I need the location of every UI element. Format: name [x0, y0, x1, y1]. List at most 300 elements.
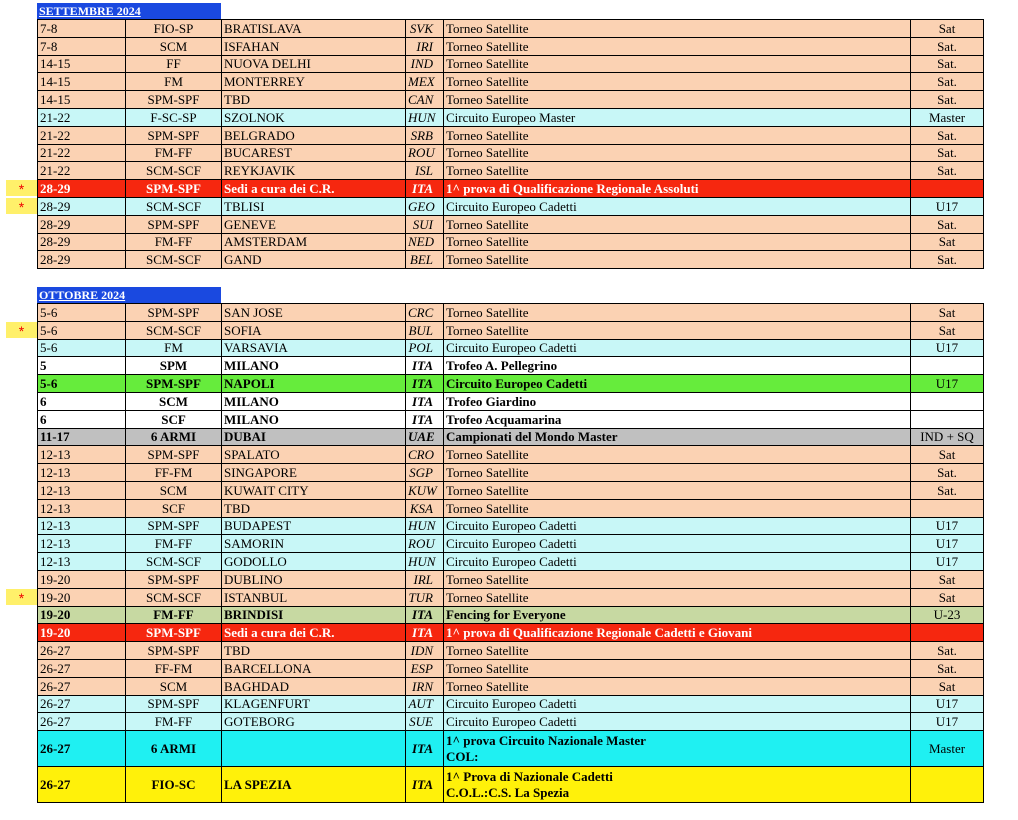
city-cell: TBD [222, 642, 406, 660]
table-row [38, 251, 984, 269]
section-header-settembre: SETTEMBRE 2024 [37, 3, 221, 19]
event-line: 1^ prova Circuito Nazionale Master [446, 732, 646, 748]
city-cell: KLAGENFURT [222, 695, 406, 713]
weapon-cell: FF-FM [126, 659, 222, 677]
weapon-cell: SCM-SCF [126, 162, 222, 180]
category-cell: U17 [911, 339, 984, 357]
category-cell: Sat. [911, 464, 984, 482]
date-cell: 5-6 [38, 321, 126, 339]
city-cell: GAND [222, 251, 406, 269]
table-row [38, 108, 984, 126]
city-cell: SPALATO [222, 446, 406, 464]
section-header-ottobre: OTTOBRE 2024 [37, 287, 221, 303]
city-cell: Sedi a cura dei C.R. [222, 180, 406, 198]
event-cell [444, 392, 911, 410]
event-line: Torneo Satellite [446, 322, 529, 338]
event-cell [444, 144, 911, 162]
nation-cell: ITA [406, 375, 444, 393]
event-cell [444, 695, 911, 713]
event-cell [444, 73, 911, 91]
date-cell: 19-20 [38, 570, 126, 588]
weapon-cell: SCM-SCF [126, 553, 222, 571]
event-cell [444, 767, 911, 803]
event-cell [444, 553, 911, 571]
event-line: COL: [446, 748, 479, 764]
table-row [38, 695, 984, 713]
date-cell: 19-20 [38, 624, 126, 642]
event-cell [444, 570, 911, 588]
event-cell [444, 410, 911, 428]
city-cell: BELGRADO [222, 126, 406, 144]
date-cell: 14-15 [38, 73, 126, 91]
event-line: Torneo Satellite [446, 56, 529, 72]
event-line: Torneo Satellite [446, 304, 529, 320]
category-cell: Sat. [911, 481, 984, 499]
nation-cell: UAE [406, 428, 444, 446]
event-cell [444, 713, 911, 731]
date-cell: 6 [38, 410, 126, 428]
city-cell: MILANO [222, 392, 406, 410]
city-cell: TBD [222, 499, 406, 517]
nation-cell: ITA [406, 180, 444, 198]
table-row [38, 321, 984, 339]
table-row [38, 659, 984, 677]
city-cell: MILANO [222, 357, 406, 375]
table-row [38, 197, 984, 215]
weapon-cell: SCF [126, 499, 222, 517]
event-line: Torneo Satellite [446, 447, 529, 463]
event-line: Torneo Satellite [446, 216, 529, 232]
city-cell: ISTANBUL [222, 588, 406, 606]
nation-cell: CRC [406, 304, 444, 322]
city-cell: LA SPEZIA [222, 767, 406, 803]
weapon-cell: SPM-SPF [126, 642, 222, 660]
date-cell: 11-17 [38, 428, 126, 446]
event-line: Torneo Satellite [446, 252, 529, 268]
category-cell: U17 [911, 695, 984, 713]
category-cell: Sat. [911, 215, 984, 233]
date-cell: 7-8 [38, 37, 126, 55]
category-cell: U17 [911, 713, 984, 731]
table-row [38, 357, 984, 375]
event-cell [444, 197, 911, 215]
date-cell: 28-29 [38, 251, 126, 269]
date-cell: 14-15 [38, 55, 126, 73]
category-cell [911, 624, 984, 642]
event-line: Torneo Satellite [446, 571, 529, 587]
city-cell: KUWAIT CITY [222, 481, 406, 499]
nation-cell: ITA [406, 624, 444, 642]
weapon-cell: SCM-SCF [126, 321, 222, 339]
event-cell [444, 642, 911, 660]
weapon-cell: SCF [126, 410, 222, 428]
event-cell [444, 91, 911, 109]
weapon-cell: SCM-SCF [126, 197, 222, 215]
weapon-cell: SPM-SPF [126, 304, 222, 322]
nation-cell: ITA [406, 392, 444, 410]
date-cell: 14-15 [38, 91, 126, 109]
event-line: Fencing for Everyone [446, 607, 566, 623]
event-line: Circuito Europeo Cadetti [446, 518, 577, 534]
weapon-cell: FM-FF [126, 535, 222, 553]
table-row [38, 553, 984, 571]
city-cell: GENEVE [222, 215, 406, 233]
date-cell: 5-6 [38, 339, 126, 357]
nation-cell: IRL [406, 570, 444, 588]
calendar-table-settembre [37, 19, 984, 269]
nation-cell: CAN [406, 91, 444, 109]
category-cell: Sat [911, 233, 984, 251]
event-line: Circuito Europeo Master [446, 109, 576, 125]
city-cell: MONTERREY [222, 73, 406, 91]
event-cell [444, 339, 911, 357]
event-line: Torneo Satellite [446, 74, 529, 90]
weapon-cell: SCM [126, 481, 222, 499]
city-cell: SAN JOSE [222, 304, 406, 322]
weapon-cell: SPM-SPF [126, 570, 222, 588]
date-cell: 6 [38, 392, 126, 410]
event-line: Circuito Europeo Cadetti [446, 198, 577, 214]
nation-cell: TUR [406, 588, 444, 606]
weapon-cell: SPM-SPF [126, 91, 222, 109]
city-cell: REYKJAVIK [222, 162, 406, 180]
nation-cell: SUI [406, 215, 444, 233]
event-cell [444, 428, 911, 446]
table-row [38, 499, 984, 517]
city-cell: NAPOLI [222, 375, 406, 393]
nation-cell: AUT [406, 695, 444, 713]
event-line: Trofeo Giardino [446, 393, 537, 409]
table-row [38, 535, 984, 553]
date-cell: 19-20 [38, 606, 126, 624]
event-cell [444, 588, 911, 606]
date-cell: 12-13 [38, 464, 126, 482]
city-cell: TBD [222, 91, 406, 109]
weapon-cell: FM-FF [126, 233, 222, 251]
city-cell [222, 731, 406, 767]
event-line: Torneo Satellite [446, 500, 529, 516]
city-cell: BUCAREST [222, 144, 406, 162]
date-cell: 5-6 [38, 375, 126, 393]
category-cell [911, 357, 984, 375]
city-cell: DUBAI [222, 428, 406, 446]
weapon-cell: FIO-SP [126, 20, 222, 38]
date-cell: 28-29 [38, 233, 126, 251]
weapon-cell: FM-FF [126, 606, 222, 624]
category-cell: Sat. [911, 126, 984, 144]
event-line: Torneo Satellite [446, 163, 529, 179]
weapon-cell: SCM [126, 677, 222, 695]
date-cell: 28-29 [38, 180, 126, 198]
event-line: Circuito Europeo Cadetti [446, 376, 588, 392]
category-cell: Sat. [911, 73, 984, 91]
table-row [38, 642, 984, 660]
date-cell: 5-6 [38, 304, 126, 322]
table-row [38, 588, 984, 606]
nation-cell: ESP [406, 659, 444, 677]
nation-cell: ITA [406, 606, 444, 624]
nation-cell: ITA [406, 731, 444, 767]
city-cell: SAMORIN [222, 535, 406, 553]
weapon-cell: FM-FF [126, 144, 222, 162]
table-row [38, 37, 984, 55]
date-cell: 26-27 [38, 731, 126, 767]
category-cell: Master [911, 731, 984, 767]
category-cell [911, 410, 984, 428]
city-cell: SZOLNOK [222, 108, 406, 126]
event-line: Trofeo Acquamarina [446, 411, 562, 427]
category-cell: IND + SQ [911, 428, 984, 446]
date-cell: 26-27 [38, 713, 126, 731]
date-cell: 5 [38, 357, 126, 375]
event-line: Torneo Satellite [446, 234, 529, 250]
category-cell: Sat. [911, 55, 984, 73]
event-cell [444, 481, 911, 499]
date-cell: 7-8 [38, 20, 126, 38]
city-cell: NUOVA DELHI [222, 55, 406, 73]
event-line: Torneo Satellite [446, 482, 529, 498]
city-cell: SOFIA [222, 321, 406, 339]
nation-cell: BEL [406, 251, 444, 269]
marker-star: * [6, 589, 37, 605]
category-cell: Sat. [911, 162, 984, 180]
event-line: Torneo Satellite [446, 38, 529, 54]
date-cell: 26-27 [38, 659, 126, 677]
nation-cell: MEX [406, 73, 444, 91]
date-cell: 26-27 [38, 677, 126, 695]
category-cell: Sat. [911, 37, 984, 55]
date-cell: 28-29 [38, 197, 126, 215]
weapon-cell: SPM-SPF [126, 375, 222, 393]
table-row [38, 339, 984, 357]
nation-cell: ROU [406, 535, 444, 553]
city-cell: MILANO [222, 410, 406, 428]
city-cell: BRINDISI [222, 606, 406, 624]
city-cell: BRATISLAVA [222, 20, 406, 38]
table-row [38, 392, 984, 410]
date-cell: 26-27 [38, 695, 126, 713]
category-cell: U17 [911, 535, 984, 553]
table-row [38, 180, 984, 198]
event-cell [444, 677, 911, 695]
city-cell: BARCELLONA [222, 659, 406, 677]
table-row [38, 464, 984, 482]
nation-cell: ITA [406, 410, 444, 428]
category-cell: Sat. [911, 642, 984, 660]
event-cell [444, 251, 911, 269]
table-row [38, 55, 984, 73]
table-row [38, 375, 984, 393]
category-cell: U17 [911, 197, 984, 215]
event-cell [444, 517, 911, 535]
category-cell: Master [911, 108, 984, 126]
event-line: Trofeo A. Pellegrino [446, 358, 558, 374]
category-cell: Sat. [911, 144, 984, 162]
date-cell: 21-22 [38, 144, 126, 162]
date-cell: 12-13 [38, 446, 126, 464]
weapon-cell: FIO-SC [126, 767, 222, 803]
table-row [38, 144, 984, 162]
category-cell: U17 [911, 375, 984, 393]
nation-cell: IRI [406, 37, 444, 55]
event-line: Circuito Europeo Cadetti [446, 696, 577, 712]
table-row [38, 481, 984, 499]
marker-star: * [6, 180, 37, 196]
table-row [38, 570, 984, 588]
weapon-cell: F-SC-SP [126, 108, 222, 126]
city-cell: GOTEBORG [222, 713, 406, 731]
event-cell [444, 446, 911, 464]
weapon-cell: FM-FF [126, 713, 222, 731]
table-row [38, 428, 984, 446]
category-cell [911, 767, 984, 803]
event-line: Torneo Satellite [446, 20, 529, 36]
weapon-cell: FF [126, 55, 222, 73]
table-row [38, 91, 984, 109]
weapon-cell: SPM-SPF [126, 126, 222, 144]
event-cell [444, 108, 911, 126]
table-row [38, 20, 984, 38]
nation-cell: KSA [406, 499, 444, 517]
weapon-cell: SPM-SPF [126, 624, 222, 642]
category-cell: Sat. [911, 659, 984, 677]
category-cell: Sat [911, 20, 984, 38]
event-cell [444, 55, 911, 73]
event-line: Torneo Satellite [446, 643, 529, 659]
weapon-cell: 6 ARMI [126, 731, 222, 767]
event-line: Torneo Satellite [446, 589, 529, 605]
weapon-cell: FM [126, 73, 222, 91]
date-cell: 26-27 [38, 642, 126, 660]
table-row [38, 446, 984, 464]
event-cell [444, 304, 911, 322]
category-cell: Sat [911, 446, 984, 464]
date-cell: 12-13 [38, 517, 126, 535]
date-cell: 21-22 [38, 108, 126, 126]
event-line: C.O.L.:C.S. La Spezia [446, 784, 570, 800]
weapon-cell: SCM [126, 392, 222, 410]
event-line: Torneo Satellite [446, 465, 529, 481]
nation-cell: IDN [406, 642, 444, 660]
nation-cell: SVK [406, 20, 444, 38]
city-cell: Sedi a cura dei C.R. [222, 624, 406, 642]
category-cell: U17 [911, 553, 984, 571]
nation-cell: SGP [406, 464, 444, 482]
category-cell: Sat. [911, 91, 984, 109]
nation-cell: POL [406, 339, 444, 357]
table-row [38, 233, 984, 251]
calendar-table-ottobre [37, 303, 984, 803]
nation-cell: BUL [406, 321, 444, 339]
category-cell: Sat. [911, 251, 984, 269]
nation-cell: GEO [406, 197, 444, 215]
event-line: Torneo Satellite [446, 92, 529, 108]
city-cell: ISFAHAN [222, 37, 406, 55]
city-cell: GODOLLO [222, 553, 406, 571]
date-cell: 12-13 [38, 553, 126, 571]
event-cell [444, 357, 911, 375]
event-cell [444, 20, 911, 38]
nation-cell: ROU [406, 144, 444, 162]
city-cell: BUDAPEST [222, 517, 406, 535]
nation-cell: SRB [406, 126, 444, 144]
event-cell [444, 375, 911, 393]
date-cell: 19-20 [38, 588, 126, 606]
nation-cell: HUN [406, 553, 444, 571]
table-row [38, 517, 984, 535]
event-line: Torneo Satellite [446, 127, 529, 143]
nation-cell: IND [406, 55, 444, 73]
weapon-cell: SCM [126, 37, 222, 55]
category-cell [911, 499, 984, 517]
category-cell [911, 392, 984, 410]
event-cell [444, 606, 911, 624]
event-cell [444, 535, 911, 553]
event-cell [444, 499, 911, 517]
event-line: 1^ prova di Qualificazione Regionale Cadetti e Giovani [446, 625, 752, 641]
date-cell: 12-13 [38, 481, 126, 499]
category-cell: Sat [911, 321, 984, 339]
weapon-cell: FF-FM [126, 464, 222, 482]
date-cell: 21-22 [38, 162, 126, 180]
nation-cell: SUE [406, 713, 444, 731]
event-cell [444, 731, 911, 767]
table-row [38, 767, 984, 803]
nation-cell: NED [406, 233, 444, 251]
weapon-cell: SPM-SPF [126, 695, 222, 713]
weapon-cell: SCM-SCF [126, 588, 222, 606]
category-cell: Sat [911, 570, 984, 588]
event-cell [444, 215, 911, 233]
table-row [38, 126, 984, 144]
weapon-cell: SPM-SPF [126, 517, 222, 535]
city-cell: AMSTERDAM [222, 233, 406, 251]
event-cell [444, 624, 911, 642]
event-line: 1^ Prova di Nazionale Cadetti [446, 768, 613, 784]
nation-cell: KUW [406, 481, 444, 499]
event-line: Circuito Europeo Cadetti [446, 536, 577, 552]
table-row [38, 304, 984, 322]
category-cell: U17 [911, 517, 984, 535]
weapon-cell: 6 ARMI [126, 428, 222, 446]
city-cell: DUBLINO [222, 570, 406, 588]
weapon-cell: SPM-SPF [126, 446, 222, 464]
event-line: Circuito Europeo Cadetti [446, 554, 577, 570]
table-row [38, 713, 984, 731]
event-cell [444, 37, 911, 55]
event-line: Torneo Satellite [446, 660, 529, 676]
category-cell [911, 180, 984, 198]
category-cell: Sat [911, 304, 984, 322]
date-cell: 21-22 [38, 126, 126, 144]
city-cell: SINGAPORE [222, 464, 406, 482]
nation-cell: HUN [406, 108, 444, 126]
event-cell [444, 233, 911, 251]
table-row [38, 410, 984, 428]
city-cell: VARSAVIA [222, 339, 406, 357]
nation-cell: ITA [406, 357, 444, 375]
marker-star: * [6, 322, 37, 338]
event-line: Circuito Europeo Cadetti [446, 714, 577, 730]
date-cell: 28-29 [38, 215, 126, 233]
category-cell: Sat [911, 588, 984, 606]
nation-cell: ITA [406, 767, 444, 803]
category-cell: U-23 [911, 606, 984, 624]
date-cell: 12-13 [38, 535, 126, 553]
nation-cell: ISL [406, 162, 444, 180]
event-line: Torneo Satellite [446, 678, 529, 694]
table-row [38, 162, 984, 180]
